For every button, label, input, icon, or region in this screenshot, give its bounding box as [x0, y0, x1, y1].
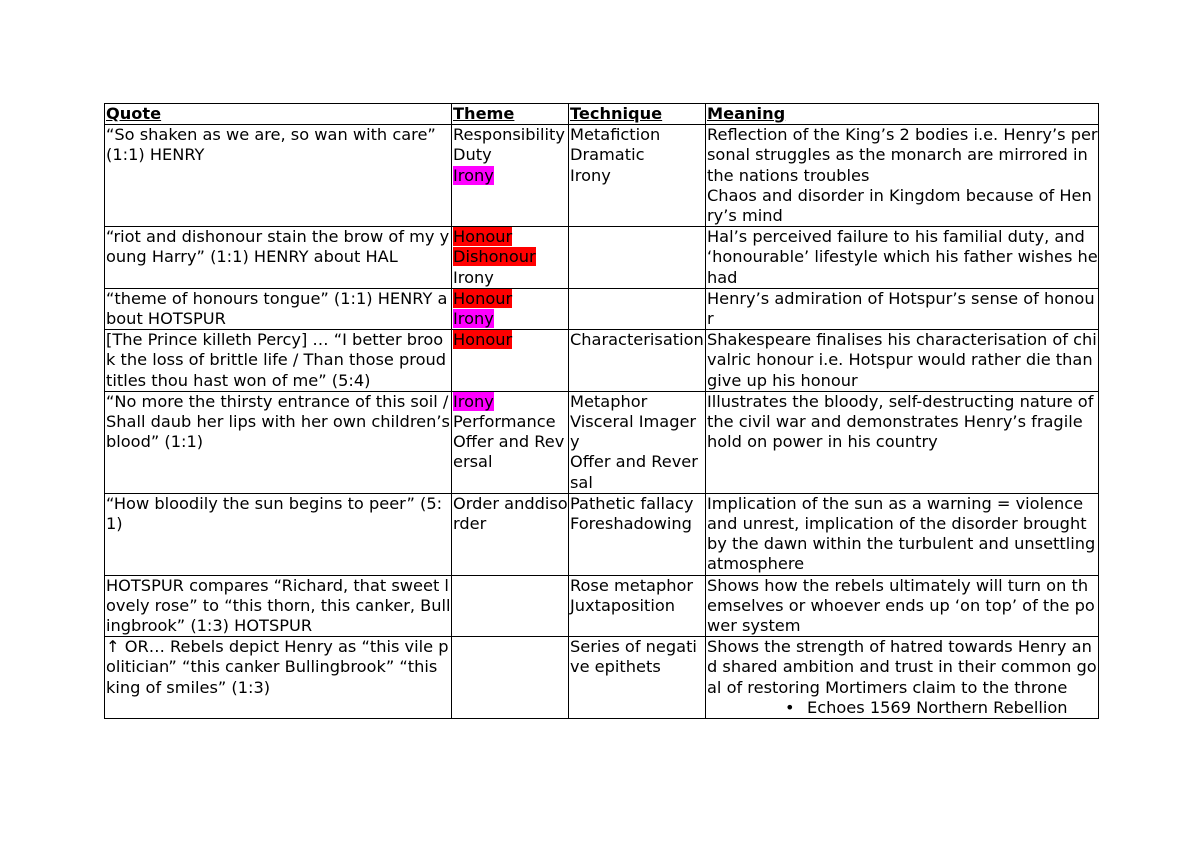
quote-analysis-table: [104, 103, 1099, 719]
theme-label: Dishonour: [453, 247, 536, 267]
bullet-text: Echoes 1569 Northern Rebellion: [807, 697, 1068, 717]
technique-label: Offer and Reversal: [570, 452, 698, 492]
technique-label: Pathetic fallacy: [570, 493, 694, 513]
theme-label: Irony: [453, 309, 494, 329]
header-theme: Theme: [452, 104, 569, 125]
table-row: [105, 227, 1099, 289]
meaning-text: Illustrates the bloody, self-destructing nature of the civil war and demonstrates Henry’s fragile hold on power in his country: [707, 391, 1094, 452]
meaning-text: Reflection of the King’s 2 bodies i.e. Henry’s personal struggles as the monarch are mirrored in the nations troubles: [707, 125, 1098, 185]
table-row: [105, 125, 1099, 227]
theme-label: Offer and Reversal: [453, 432, 565, 472]
table-row: [105, 391, 1099, 493]
meaning-text: Shows how the rebels ultimately will turn on themselves or whoever ends up ‘on top’ of the power system: [707, 575, 1095, 636]
theme-cell: [452, 125, 569, 227]
meaning-cell: [706, 125, 1099, 227]
theme-label: Responsibility: [453, 125, 565, 145]
theme-line: [453, 494, 568, 534]
technique-label: Juxtaposition: [570, 595, 675, 615]
quote-cell: “riot and dishonour stain the brow of my young Harry” (1:1) HENRY about HAL: [105, 227, 452, 289]
meaning-text: Hal’s perceived failure to his familial duty, and ‘honourable’ lifestyle which his father wishes he had: [707, 227, 1098, 287]
table-row: [105, 330, 1099, 392]
theme-line: [453, 289, 568, 309]
theme-label: Honour: [453, 330, 513, 350]
meaning-cell: [706, 227, 1099, 289]
theme-label: Honour: [453, 227, 513, 247]
theme-cell: [452, 575, 569, 637]
technique-label: Metaphor: [570, 391, 648, 411]
meaning-cell: [706, 637, 1099, 719]
theme-label: Irony: [453, 267, 494, 287]
quote-cell: “theme of honours tongue” (1:1) HENRY about HOTSPUR: [105, 288, 452, 329]
meaning-cell: [706, 288, 1099, 329]
theme-cell: [452, 391, 569, 493]
theme-line: [453, 432, 568, 472]
meaning-cell: [706, 330, 1099, 392]
technique-cell: [569, 391, 706, 493]
theme-label: Performance: [453, 412, 556, 432]
technique-label: Series of negative epithets: [570, 637, 697, 677]
technique-cell: [569, 227, 706, 289]
theme-line: [453, 309, 568, 329]
theme-label: Order anddisorder: [453, 493, 568, 534]
theme-cell: [452, 227, 569, 289]
theme-label: Irony: [453, 391, 494, 411]
meaning-cell: [706, 493, 1099, 575]
technique-cell: [569, 637, 706, 719]
quote-cell: HOTSPUR compares “Richard, that sweet lovely rose” to “this thorn, this canker, Bullingbrook” (1:3) HOTSPUR: [106, 575, 451, 636]
technique-cell: [569, 288, 706, 329]
quote-cell: [The Prince killeth Percy] … “I better brook the loss of brittle life / Than those proud titles thou hast won of me” (5:4): [105, 330, 452, 392]
theme-line: [453, 330, 568, 350]
quote-cell: “No more the thirsty entrance of this soil / Shall daub her lips with her own children’s blood” (1:1): [105, 391, 452, 493]
meaning-text: Henry’s admiration of Hotspur’s sense of honour: [707, 288, 1095, 329]
table-row: [105, 288, 1099, 329]
technique-label: Irony: [570, 165, 611, 185]
theme-label: Duty: [453, 145, 492, 165]
meaning-cell: [706, 391, 1099, 493]
bullet-item: [707, 698, 1098, 718]
theme-line: [453, 268, 568, 288]
table-body: [105, 125, 1099, 719]
theme-line: [453, 166, 568, 186]
table-row: [105, 575, 1099, 637]
theme-line: [453, 125, 568, 145]
theme-cell: [452, 493, 569, 575]
header-row: [105, 104, 1099, 125]
theme-line: [453, 227, 568, 247]
theme-cell: [452, 288, 569, 329]
technique-label: Characterisation: [570, 330, 704, 350]
header-meaning: Meaning: [706, 104, 1099, 125]
header-technique: Technique: [569, 104, 706, 125]
technique-label: Metafiction: [570, 125, 661, 145]
quote-cell: “So shaken as we are, so wan with care” (1:1) HENRY: [105, 125, 452, 227]
quote-cell: “How bloodily the sun begins to peer” (5:1): [105, 493, 452, 575]
theme-line: [453, 145, 568, 165]
bullet-icon: •: [785, 697, 795, 717]
table-row: [105, 637, 1099, 719]
technique-label: Foreshadowing: [570, 514, 692, 534]
technique-label: Visceral Imagery: [570, 412, 697, 452]
meaning-text: Chaos and disorder in Kingdom because of Henry’s mind: [707, 185, 1092, 226]
technique-label: Rose metaphor: [570, 575, 694, 595]
theme-label: Honour: [453, 288, 513, 308]
theme-line: [453, 392, 568, 412]
header-quote: Quote: [105, 104, 452, 125]
theme-cell: [452, 330, 569, 392]
meaning-cell: [706, 575, 1099, 637]
table-row: [105, 493, 1099, 575]
theme-cell: [452, 637, 569, 719]
technique-cell: [569, 330, 706, 392]
meaning-text: Shows the strength of hatred towards Henry and shared ambition and trust in their common goal of restoring Mortimers claim to the throne: [707, 637, 1097, 697]
theme-line: [453, 412, 568, 432]
meaning-text: Implication of the sun as a warning = violence and unrest, implication of the disorder brought by the dawn within the turbulent and unsettling atmosphere: [707, 493, 1096, 574]
technique-cell: [569, 125, 706, 227]
technique-cell: [569, 493, 706, 575]
quote-cell: ↑ OR… Rebels depict Henry as “this vile politician” “this canker Bullingbrook” “this king of smiles” (1:3): [105, 637, 452, 719]
technique-cell: [569, 575, 706, 637]
technique-label: Dramatic: [570, 145, 645, 165]
theme-line: [453, 247, 568, 267]
meaning-text: Shakespeare finalises his characterisation of chivalric honour i.e. Hotspur would rather die than give up his honour: [707, 330, 1097, 390]
theme-label: Irony: [453, 165, 494, 185]
